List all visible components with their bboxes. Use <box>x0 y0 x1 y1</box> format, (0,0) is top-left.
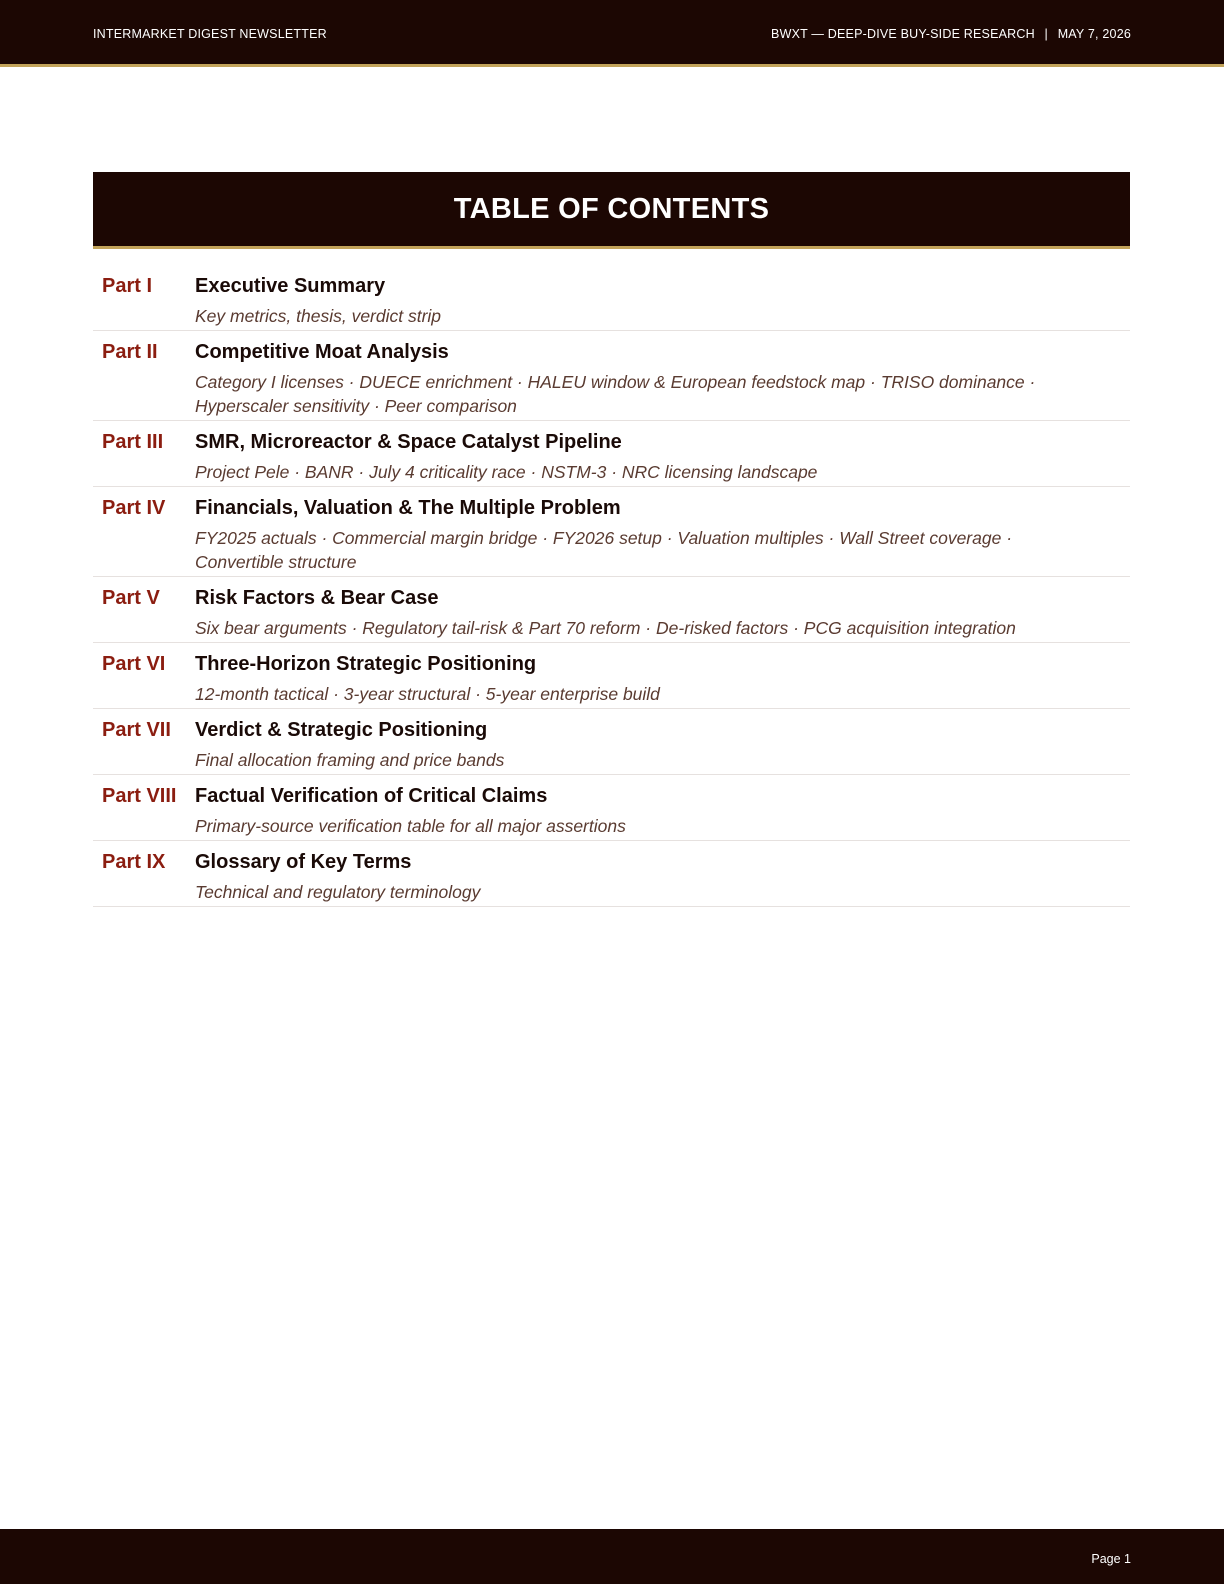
toc-entry-description: 12-month tactical · 3-year structural · 5-year enterprise build <box>195 684 660 704</box>
toc-entry-title: Glossary of Key Terms <box>195 851 412 873</box>
toc-entry-description: Primary-source verification table for all major assertions <box>195 816 626 836</box>
toc-entry-title: Verdict & Strategic Positioning <box>195 719 488 741</box>
toc-entry-title: Financials, Valuation & The Multiple Problem <box>195 497 621 519</box>
report-title-date <box>771 27 1131 41</box>
toc-entry-description: FY2025 actuals · Commercial margin bridge · FY2026 setup · Valuation multiples · Wall Street coverage · Convertible structure <box>195 528 1013 572</box>
toc-part-label: Part IX <box>102 851 166 873</box>
newsletter-name: INTERMARKET DIGEST NEWSLETTER <box>93 27 327 41</box>
toc-entry-title: Risk Factors & Bear Case <box>195 587 439 609</box>
toc-banner <box>93 172 1130 249</box>
toc-entry-title: Competitive Moat Analysis <box>195 341 449 363</box>
page-number: Page 1 <box>1091 1552 1131 1566</box>
toc-entry-title: Three-Horizon Strategic Positioning <box>195 653 537 675</box>
toc-part-label: Part V <box>102 587 160 609</box>
toc-entry-description: Key metrics, thesis, verdict strip <box>195 306 442 326</box>
toc-part-label: Part IV <box>102 497 166 519</box>
toc-entry-description: Final allocation framing and price bands <box>195 750 505 770</box>
toc-part-label: Part II <box>102 341 158 363</box>
toc-part-label: Part VII <box>102 719 171 741</box>
toc-part-label: Part VIII <box>102 785 177 807</box>
top-header-bar <box>0 0 1224 67</box>
toc-entry-description: Project Pele · BANR · July 4 criticality race · NSTM-3 · NRC licensing landscape <box>195 462 818 482</box>
toc-entry-part-9[interactable] <box>93 841 1130 907</box>
toc-entry-part-2[interactable] <box>93 331 1130 421</box>
toc-entry-description: Category I licenses · DUECE enrichment · HALEU window & European feedstock map · TRISO dominance · Hyperscaler sensitivity · Peer comparison <box>195 372 1036 416</box>
toc-entry-part-8[interactable] <box>93 775 1130 841</box>
toc-entry-part-4[interactable] <box>93 487 1130 577</box>
toc-entry-description: Technical and regulatory terminology <box>195 882 481 902</box>
header-separator: | <box>1044 27 1048 41</box>
toc-entry-title: SMR, Microreactor & Space Catalyst Pipeline <box>195 431 622 453</box>
toc-entry-part-1[interactable] <box>93 265 1130 331</box>
bottom-footer-bar <box>0 1529 1224 1584</box>
report-date: MAY 7, 2026 <box>1057 27 1131 41</box>
toc-part-label: Part III <box>102 431 164 453</box>
toc-part-label: Part VI <box>102 653 166 675</box>
toc-entry-title: Factual Verification of Critical Claims <box>195 785 548 807</box>
toc-entry-part-5[interactable] <box>93 577 1130 643</box>
toc-entry-part-3[interactable] <box>93 421 1130 487</box>
toc-entry-part-7[interactable] <box>93 709 1130 775</box>
toc-entry-description: Six bear arguments · Regulatory tail-risk & Part 70 reform · De-risked factors · PCG acquisition integration <box>195 618 1016 638</box>
toc-part-label: Part I <box>102 275 153 297</box>
toc-entry-part-6[interactable] <box>93 643 1130 709</box>
toc-list <box>93 265 1130 907</box>
report-title: BWXT — DEEP-DIVE BUY-SIDE RESEARCH <box>771 27 1035 41</box>
toc-entry-title: Executive Summary <box>195 275 386 297</box>
toc-heading: TABLE OF CONTENTS <box>453 192 770 225</box>
